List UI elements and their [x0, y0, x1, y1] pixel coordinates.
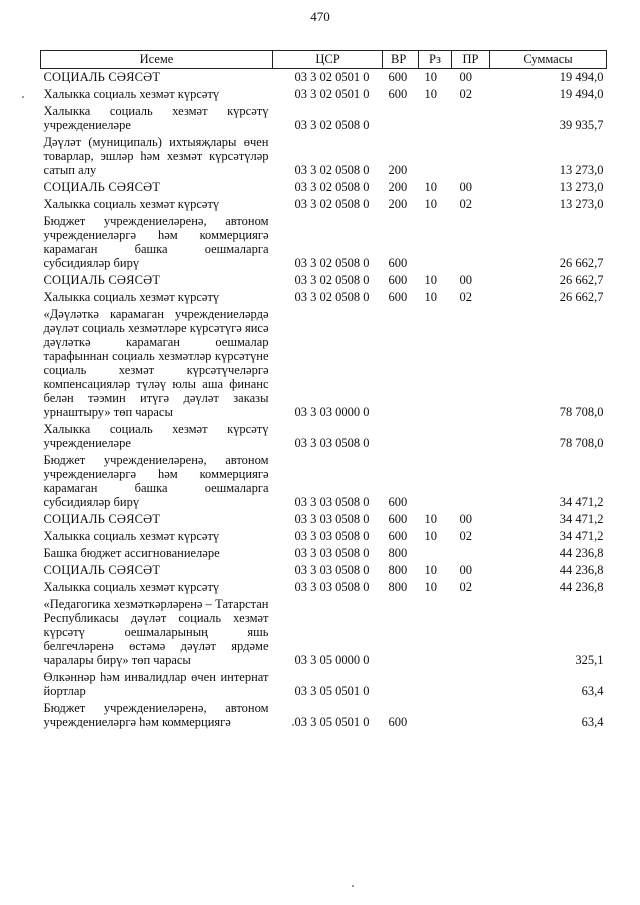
cell-csr: 03 3 05 0000 0 — [294, 653, 370, 667]
cell-csr: 03 3 03 0508 0 — [294, 495, 370, 509]
cell-pr: 00 — [459, 273, 472, 287]
cell-name: Халыкка социаль хезмәт күрсәтү — [43, 290, 220, 304]
header-vr: ВР — [383, 51, 419, 69]
cell-name: СОЦИАЛЬ СӘЯСӘТ — [43, 70, 161, 84]
cell-sum: 26 662,7 — [559, 273, 604, 287]
cell-pr: 00 — [459, 70, 472, 84]
table-row — [41, 669, 607, 700]
table-header — [41, 51, 607, 69]
cell-pr: 02 — [459, 87, 472, 101]
cell-vr — [383, 306, 419, 421]
cell-vr: 800 — [388, 563, 408, 577]
cell-sum: 44 236,8 — [559, 563, 604, 577]
cell-rz — [419, 596, 452, 669]
cell-rz: 10 — [424, 87, 437, 101]
cell-pr — [452, 452, 490, 511]
cell-pr: 02 — [459, 197, 472, 211]
cell-vr: 600 — [388, 273, 408, 287]
cell-csr: 03 3 02 0501 0 — [294, 87, 370, 101]
cell-name: «Дәүләткә карамаган учреждениеләрдә дәүләт социаль хезмәтләре күрсәтүгә яисә дәүләткә карамаган оешмалар тарафыннан социаль хезмәтләр күрсәтүне социаль хезмәт күрсәтүчеләргә компенсацияләр түләү юлы аша финанс белән тәэмин итүгә дәүләт заказы урнаштыру» төп чарасы — [43, 307, 269, 419]
cell-csr: 03 3 02 0508 0 — [294, 290, 370, 304]
table-row — [41, 103, 607, 134]
cell-pr — [452, 134, 490, 179]
cell-sum: 26 662,7 — [559, 256, 604, 270]
scan-speck — [352, 885, 354, 887]
cell-name: СОЦИАЛЬ СӘЯСӘТ — [43, 512, 161, 526]
cell-csr: 03 3 03 0508 0 — [294, 512, 370, 526]
cell-sum: 26 662,7 — [559, 290, 604, 304]
cell-sum: 78 708,0 — [559, 436, 604, 450]
cell-sum: 44 236,8 — [559, 580, 604, 594]
cell-name: «Педагогика хезмәткәрләренә – Татарстан Республикасы дәүләт социаль хезмәт күрсәтү оешмаларының яшь белгечләренә өстәмә дәүләт ярдәме чаралары бирү» төп чарасы — [43, 597, 269, 667]
table-row — [41, 511, 607, 528]
cell-vr: 600 — [388, 290, 408, 304]
scan-speck — [22, 96, 24, 98]
table-row — [41, 272, 607, 289]
cell-pr — [452, 545, 490, 562]
cell-sum: 34 471,2 — [559, 512, 604, 526]
cell-vr: 600 — [388, 529, 408, 543]
cell-csr: 03 3 02 0501 0 — [294, 70, 370, 84]
table-row — [41, 306, 607, 421]
table-row — [41, 421, 607, 452]
cell-rz: 10 — [424, 580, 437, 594]
cell-sum: 44 236,8 — [559, 546, 604, 560]
table-row — [41, 134, 607, 179]
cell-csr: 03 3 03 0508 0 — [294, 529, 370, 543]
cell-csr: 03 3 02 0508 0 — [294, 256, 370, 270]
cell-sum: 13 273,0 — [559, 197, 604, 211]
cell-vr — [383, 421, 419, 452]
cell-vr: 600 — [388, 256, 408, 270]
cell-vr: 600 — [388, 495, 408, 509]
table-body — [41, 69, 607, 732]
cell-rz — [419, 103, 452, 134]
table-row — [41, 196, 607, 213]
cell-sum: 34 471,2 — [559, 529, 604, 543]
cell-vr: 200 — [388, 197, 408, 211]
header-sum: Суммасы — [490, 51, 607, 69]
cell-vr: 200 — [388, 180, 408, 194]
cell-rz: 10 — [424, 529, 437, 543]
cell-csr: 03 3 03 0508 0 — [294, 563, 370, 577]
header-rz: Рз — [419, 51, 452, 69]
scan-speck — [292, 724, 294, 726]
cell-csr: 03 3 03 0508 0 — [294, 580, 370, 594]
header-pr: ПР — [452, 51, 490, 69]
cell-vr: 600 — [388, 512, 408, 526]
cell-csr: 03 3 05 0501 0 — [294, 684, 370, 698]
cell-csr: 03 3 02 0508 0 — [294, 197, 370, 211]
table-row — [41, 579, 607, 596]
cell-vr — [383, 669, 419, 700]
cell-csr: 03 3 03 0508 0 — [294, 436, 370, 450]
cell-vr: 800 — [388, 580, 408, 594]
cell-name: Халыкка социаль хезмәт күрсәтү учреждениеләре — [43, 422, 269, 450]
cell-name: СОЦИАЛЬ СӘЯСӘТ — [43, 563, 161, 577]
page-number: 470 — [310, 9, 330, 24]
cell-sum: 39 935,7 — [559, 118, 604, 132]
table-row — [41, 213, 607, 272]
cell-rz — [419, 421, 452, 452]
cell-csr: 03 3 02 0508 0 — [294, 180, 370, 194]
cell-name: Башка бюджет ассигнованиеләре — [43, 546, 220, 560]
cell-rz: 10 — [424, 197, 437, 211]
cell-name: Халыкка социаль хезмәт күрсәтү учреждениеләре — [43, 104, 269, 132]
cell-rz — [419, 134, 452, 179]
cell-vr — [383, 103, 419, 134]
header-name: Исеме — [41, 51, 273, 69]
table-row — [41, 86, 607, 103]
cell-csr: 03 3 03 0508 0 — [294, 546, 370, 560]
cell-csr: 03 3 02 0508 0 — [294, 273, 370, 287]
cell-sum: 19 494,0 — [559, 70, 604, 84]
cell-rz — [419, 669, 452, 700]
cell-rz — [419, 700, 452, 731]
cell-vr: 600 — [388, 715, 408, 729]
cell-vr: 600 — [388, 87, 408, 101]
cell-rz: 10 — [424, 273, 437, 287]
cell-name: СОЦИАЛЬ СӘЯСӘТ — [43, 273, 161, 287]
cell-rz: 10 — [424, 180, 437, 194]
cell-name: Халыкка социаль хезмәт күрсәтү — [43, 529, 220, 543]
cell-pr — [452, 669, 490, 700]
cell-rz: 10 — [424, 70, 437, 84]
table-row — [41, 179, 607, 196]
cell-name: Дәүләт (муниципаль) ихтыяҗлары өчен товарлар, эшләр һәм хезмәт күрсәтүләр сатып алу — [43, 135, 269, 177]
cell-rz: 10 — [424, 290, 437, 304]
cell-sum: 63,4 — [581, 684, 604, 698]
table-row — [41, 562, 607, 579]
cell-name: Бюджет учреждениеләренә, автоном учреждениеләргә һәм коммерциягә — [43, 701, 269, 729]
table-row — [41, 452, 607, 511]
cell-sum: 19 494,0 — [559, 87, 604, 101]
cell-pr — [452, 213, 490, 272]
cell-rz: 10 — [424, 512, 437, 526]
cell-name: СОЦИАЛЬ СӘЯСӘТ — [43, 180, 161, 194]
cell-csr: 03 3 03 0000 0 — [294, 405, 370, 419]
cell-sum: 13 273,0 — [559, 180, 604, 194]
table-row — [41, 528, 607, 545]
cell-rz: 10 — [424, 563, 437, 577]
header-csr: ЦСР — [273, 51, 383, 69]
table-row — [41, 596, 607, 669]
cell-vr: 200 — [388, 163, 408, 177]
cell-csr: 03 3 02 0508 0 — [294, 118, 370, 132]
table-row — [41, 545, 607, 562]
cell-rz — [419, 545, 452, 562]
cell-vr — [383, 596, 419, 669]
cell-pr: 02 — [459, 580, 472, 594]
budget-table — [40, 50, 607, 731]
cell-sum: 13 273,0 — [559, 163, 604, 177]
cell-pr: 00 — [459, 512, 472, 526]
cell-pr: 02 — [459, 529, 472, 543]
cell-csr: 03 3 02 0508 0 — [294, 163, 370, 177]
cell-pr: 00 — [459, 180, 472, 194]
cell-name: Халыкка социаль хезмәт күрсәтү — [43, 197, 220, 211]
cell-pr — [452, 421, 490, 452]
cell-name: Бюджет учреждениеләренә, автоном учреждениеләргә һәм коммерциягә карамаган башка оешмаларга субсидияләр бирү — [43, 453, 269, 509]
table-row — [41, 69, 607, 87]
cell-vr: 600 — [388, 70, 408, 84]
cell-name: Өлкәннәр һәм инвалидлар өчен интернат йортлар — [43, 670, 269, 698]
cell-vr: 800 — [388, 546, 408, 560]
cell-pr: 00 — [459, 563, 472, 577]
cell-sum: 63,4 — [581, 715, 604, 729]
cell-sum: 78 708,0 — [559, 405, 604, 419]
cell-rz — [419, 452, 452, 511]
table-row — [41, 700, 607, 731]
cell-pr: 02 — [459, 290, 472, 304]
cell-csr: 03 3 05 0501 0 — [294, 715, 370, 729]
cell-sum: 34 471,2 — [559, 495, 604, 509]
cell-pr — [452, 700, 490, 731]
cell-rz — [419, 306, 452, 421]
cell-name: Бюджет учреждениеләренә, автоном учреждениеләргә һәм коммерциягә карамаган башка оешмаларга субсидияләр бирү — [43, 214, 269, 270]
cell-pr — [452, 103, 490, 134]
cell-pr — [452, 306, 490, 421]
cell-name: Халыкка социаль хезмәт күрсәтү — [43, 580, 220, 594]
cell-name: Халыкка социаль хезмәт күрсәтү — [43, 87, 220, 101]
table-row — [41, 289, 607, 306]
cell-rz — [419, 213, 452, 272]
cell-sum: 325,1 — [575, 653, 604, 667]
cell-pr — [452, 596, 490, 669]
